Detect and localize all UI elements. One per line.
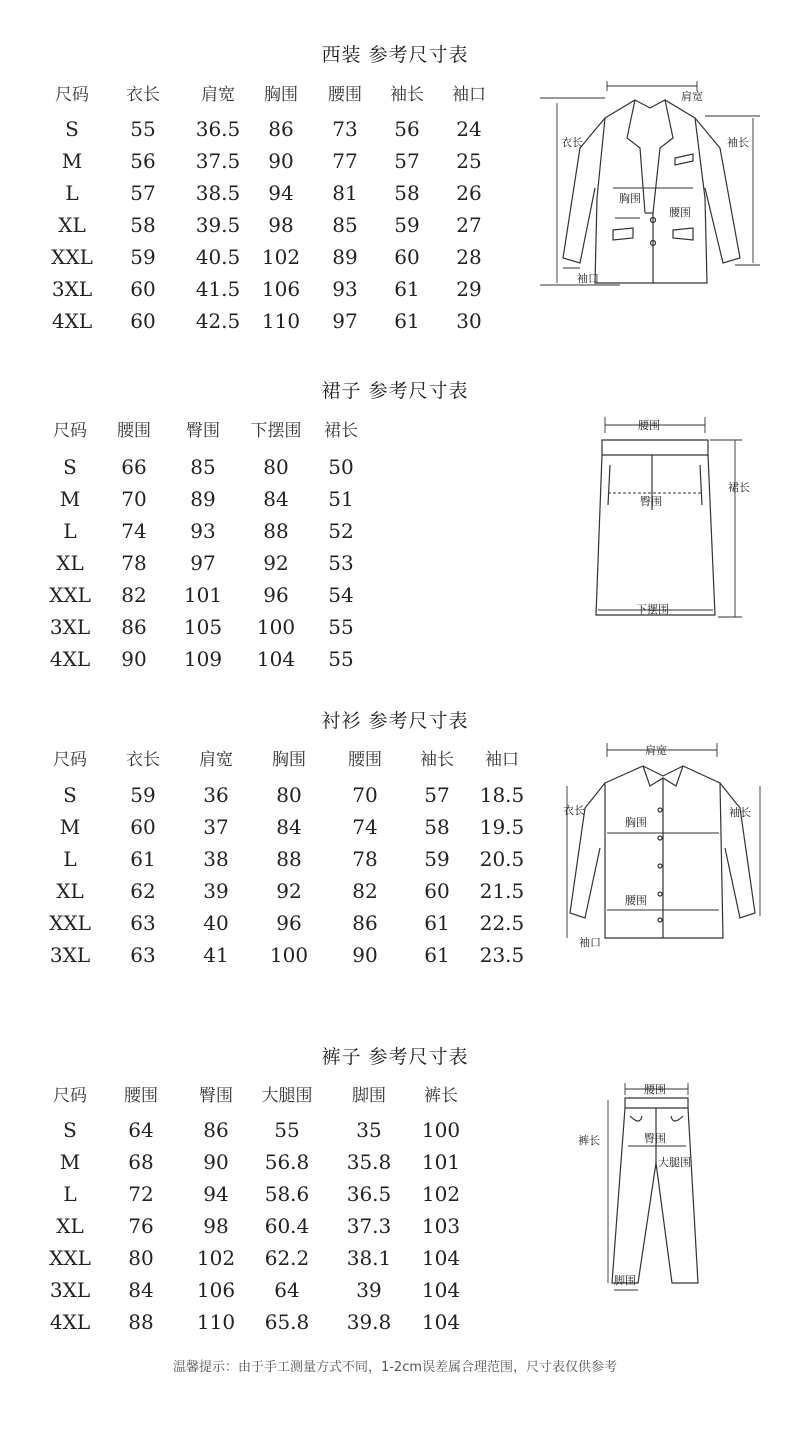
measurement-cell: 62	[130, 879, 156, 903]
column-header: 腰围	[117, 421, 151, 441]
measurement-cell: 60	[130, 277, 156, 301]
suit-label-sleeve: 袖长	[727, 136, 749, 149]
size-label-cell: S	[63, 783, 77, 807]
column-header: 胸围	[264, 85, 298, 105]
measurement-cell: 26	[456, 181, 482, 205]
measurement-cell: 37.3	[346, 1214, 392, 1238]
measurement-cell: 58	[394, 181, 420, 205]
measurement-cell: 66	[121, 455, 147, 479]
measurement-cell: 68	[128, 1150, 154, 1174]
measurement-cell: 56.8	[264, 1150, 310, 1174]
measurement-cell: 36.5	[195, 117, 241, 141]
measurement-cell: 104	[421, 1278, 461, 1302]
measurement-cell: 55	[328, 647, 354, 671]
measurement-cell: 70	[352, 783, 378, 807]
measurement-cell: 42.5	[195, 309, 241, 333]
measurement-cell: 59	[130, 783, 156, 807]
column-header: 腰围	[124, 1086, 158, 1106]
measurement-cell: 58	[130, 213, 156, 237]
measurement-cell: 96	[263, 583, 289, 607]
measurement-cell: 100	[269, 943, 309, 967]
column-header: 下摆围	[250, 421, 302, 441]
size-label-cell: L	[63, 519, 77, 543]
measurement-cell: 106	[196, 1278, 236, 1302]
measurement-cell: 61	[394, 277, 420, 301]
measurement-cell: 60	[130, 309, 156, 333]
measurement-cell: 55	[130, 117, 156, 141]
pants-label-length: 裤长	[578, 1134, 600, 1147]
measurement-cell: 56	[394, 117, 420, 141]
measurement-cell: 86	[268, 117, 294, 141]
size-label-cell: 3XL	[49, 1278, 91, 1302]
measurement-cell: 88	[263, 519, 289, 543]
column-header: 臀围	[186, 421, 220, 441]
size-label-cell: XL	[56, 551, 84, 575]
size-label-cell: XL	[56, 879, 84, 903]
measurement-cell: 38.1	[346, 1246, 392, 1270]
measurement-cell: 54	[328, 583, 354, 607]
measurement-cell: 80	[263, 455, 289, 479]
measurement-cell: 82	[352, 879, 378, 903]
column-header: 尺码	[53, 1086, 87, 1106]
size-label-cell: XXL	[51, 245, 93, 269]
suit-label-cuff: 袖口	[577, 272, 599, 285]
size-label-cell: 3XL	[51, 277, 93, 301]
size-label-cell: L	[63, 1182, 77, 1206]
size-label-cell: M	[59, 815, 81, 839]
shirt-label-cuff: 袖口	[579, 936, 601, 949]
pants-label-waist: 腰围	[644, 1083, 666, 1096]
shirt-label-sleeve: 袖长	[729, 806, 751, 819]
measurement-cell: 84	[263, 487, 289, 511]
measurement-cell: 86	[203, 1118, 229, 1142]
size-label-cell: M	[59, 487, 81, 511]
measurement-cell: 51	[328, 487, 354, 511]
size-label-cell: L	[63, 847, 77, 871]
shirt-label-shoulder: 肩宽	[645, 744, 667, 757]
measurement-cell: 78	[352, 847, 378, 871]
size-label-cell: S	[63, 1118, 77, 1142]
measurement-cell: 57	[130, 181, 156, 205]
measurement-cell: 39.8	[346, 1310, 392, 1334]
measurement-cell: 90	[352, 943, 378, 967]
measurement-cell: 84	[276, 815, 302, 839]
measurement-cell: 55	[274, 1118, 300, 1142]
size-label-cell: XL	[56, 1214, 84, 1238]
measurement-cell: 39	[356, 1278, 382, 1302]
column-header: 尺码	[53, 421, 87, 441]
column-header: 袖口	[452, 85, 486, 105]
column-header: 大腿围	[261, 1086, 313, 1106]
suit-label-shoulder: 肩宽	[681, 90, 703, 103]
measurement-cell: 106	[261, 277, 301, 301]
measurement-cell: 88	[276, 847, 302, 871]
measurement-cell: 78	[121, 551, 147, 575]
suit-table-title: 西装 参考尺寸表	[321, 44, 469, 66]
measurement-cell: 93	[190, 519, 216, 543]
measurement-cell: 84	[128, 1278, 154, 1302]
suit-label-waist: 腰围	[669, 206, 691, 219]
column-header: 裤长	[424, 1086, 458, 1106]
skirt-label-length: 裙长	[728, 481, 750, 494]
measurement-cell: 60.4	[264, 1214, 310, 1238]
measurement-cell: 36.5	[346, 1182, 392, 1206]
footnote: 温馨提示：由于手工测量方式不同，1-2cm误差属合理范围，尺寸表仅供参考	[172, 1360, 618, 1375]
suit-label-chest: 胸围	[619, 192, 641, 205]
measurement-cell: 105	[183, 615, 223, 639]
measurement-cell: 110	[261, 309, 301, 333]
measurement-cell: 50	[328, 455, 354, 479]
measurement-cell: 40	[203, 911, 229, 935]
skirt-table-title: 裙子 参考尺寸表	[321, 380, 469, 402]
measurement-cell: 110	[196, 1310, 236, 1334]
column-header: 腰围	[328, 85, 362, 105]
measurement-cell: 55	[328, 615, 354, 639]
size-label-cell: XXL	[49, 911, 91, 935]
size-label-cell: 3XL	[49, 943, 91, 967]
measurement-cell: 40.5	[195, 245, 241, 269]
column-header: 袖长	[420, 750, 454, 770]
measurement-cell: 38.5	[195, 181, 241, 205]
measurement-cell: 72	[128, 1182, 154, 1206]
measurement-cell: 97	[190, 551, 216, 575]
size-label-cell: XL	[58, 213, 86, 237]
measurement-cell: 86	[121, 615, 147, 639]
measurement-cell: 39.5	[195, 213, 241, 237]
size-label-cell: 3XL	[49, 615, 91, 639]
measurement-cell: 74	[121, 519, 147, 543]
measurement-cell: 100	[421, 1118, 461, 1142]
column-header: 尺码	[55, 85, 89, 105]
measurement-cell: 41	[203, 943, 229, 967]
measurement-cell: 101	[421, 1150, 461, 1174]
size-label-cell: M	[61, 149, 83, 173]
pants-label-hip: 臀围	[644, 1132, 666, 1145]
measurement-cell: 58.6	[264, 1182, 310, 1206]
size-label-cell: 4XL	[49, 1310, 91, 1334]
column-header: 袖长	[390, 85, 424, 105]
measurement-cell: 101	[183, 583, 223, 607]
measurement-cell: 80	[276, 783, 302, 807]
measurement-cell: 22.5	[479, 911, 525, 935]
measurement-cell: 30	[456, 309, 482, 333]
measurement-cell: 20.5	[479, 847, 525, 871]
size-label-cell: S	[63, 455, 77, 479]
measurement-cell: 56	[130, 149, 156, 173]
size-label-cell: 4XL	[51, 309, 93, 333]
measurement-cell: 96	[276, 911, 302, 935]
measurement-cell: 35	[356, 1118, 382, 1142]
measurement-cell: 89	[332, 245, 358, 269]
measurement-cell: 60	[394, 245, 420, 269]
measurement-cell: 90	[203, 1150, 229, 1174]
measurement-cell: 61	[130, 847, 156, 871]
measurement-cell: 88	[128, 1310, 154, 1334]
column-header: 脚围	[352, 1086, 386, 1106]
measurement-cell: 85	[190, 455, 216, 479]
measurement-cell: 36	[203, 783, 229, 807]
column-header: 腰围	[348, 750, 382, 770]
size-label-cell: M	[59, 1150, 81, 1174]
measurement-cell: 74	[352, 815, 378, 839]
measurement-cell: 35.8	[346, 1150, 392, 1174]
pants-table-title: 裤子 参考尺寸表	[321, 1046, 469, 1068]
column-header: 肩宽	[201, 85, 235, 105]
measurement-cell: 90	[121, 647, 147, 671]
measurement-cell: 94	[268, 181, 294, 205]
shirt-label-chest: 胸围	[625, 816, 647, 829]
measurement-cell: 98	[268, 213, 294, 237]
size-label-cell: 4XL	[49, 647, 91, 671]
size-label-cell: XXL	[49, 1246, 91, 1270]
measurement-cell: 82	[121, 583, 147, 607]
measurement-cell: 41.5	[195, 277, 241, 301]
shirt-table-title: 衬衫 参考尺寸表	[321, 710, 469, 732]
measurement-cell: 23.5	[479, 943, 525, 967]
measurement-cell: 98	[203, 1214, 229, 1238]
measurement-cell: 70	[121, 487, 147, 511]
column-header: 肩宽	[199, 750, 233, 770]
measurement-cell: 104	[421, 1310, 461, 1334]
measurement-cell: 21.5	[479, 879, 525, 903]
measurement-cell: 65.8	[264, 1310, 310, 1334]
measurement-cell: 24	[456, 117, 482, 141]
measurement-cell: 61	[424, 911, 450, 935]
measurement-cell: 102	[421, 1182, 461, 1206]
measurement-cell: 90	[268, 149, 294, 173]
measurement-cell: 18.5	[479, 783, 525, 807]
measurement-cell: 57	[394, 149, 420, 173]
measurement-cell: 25	[456, 149, 482, 173]
size-label-cell: XXL	[49, 583, 91, 607]
measurement-cell: 64	[274, 1278, 300, 1302]
column-header: 衣长	[126, 750, 160, 770]
column-header: 胸围	[272, 750, 306, 770]
shirt-label-length: 衣长	[563, 804, 585, 817]
column-header: 衣长	[126, 85, 160, 105]
column-header: 臀围	[199, 1086, 233, 1106]
measurement-cell: 109	[183, 647, 223, 671]
measurement-cell: 100	[256, 615, 296, 639]
measurement-cell: 92	[276, 879, 302, 903]
measurement-cell: 77	[332, 149, 358, 173]
measurement-cell: 52	[328, 519, 354, 543]
measurement-cell: 85	[332, 213, 358, 237]
measurement-cell: 73	[332, 117, 358, 141]
measurement-cell: 80	[128, 1246, 154, 1270]
column-header: 袖口	[485, 750, 519, 770]
measurement-cell: 102	[196, 1246, 236, 1270]
size-label-cell: S	[65, 117, 79, 141]
measurement-cell: 102	[261, 245, 301, 269]
skirt-label-hem: 下摆围	[636, 603, 669, 616]
measurement-cell: 104	[256, 647, 296, 671]
measurement-cell: 37.5	[195, 149, 241, 173]
skirt-label-waist: 腰围	[638, 419, 660, 432]
measurement-cell: 94	[203, 1182, 229, 1206]
measurement-cell: 81	[332, 181, 358, 205]
measurement-cell: 62.2	[264, 1246, 310, 1270]
column-header: 裙长	[324, 421, 358, 441]
size-label-cell: L	[65, 181, 79, 205]
measurement-cell: 93	[332, 277, 358, 301]
measurement-cell: 53	[328, 551, 354, 575]
measurement-cell: 59	[130, 245, 156, 269]
pants-label-thigh: 大腿围	[658, 1156, 691, 1169]
skirt-diagram	[560, 405, 760, 635]
column-header: 尺码	[53, 750, 87, 770]
measurement-cell: 92	[263, 551, 289, 575]
measurement-cell: 60	[424, 879, 450, 903]
measurement-cell: 97	[332, 309, 358, 333]
measurement-cell: 29	[456, 277, 482, 301]
measurement-cell: 38	[203, 847, 229, 871]
measurement-cell: 76	[128, 1214, 154, 1238]
measurement-cell: 39	[203, 879, 229, 903]
measurement-cell: 63	[130, 943, 156, 967]
measurement-cell: 63	[130, 911, 156, 935]
suit-diagram	[535, 78, 765, 293]
measurement-cell: 86	[352, 911, 378, 935]
measurement-cell: 28	[456, 245, 482, 269]
measurement-cell: 60	[130, 815, 156, 839]
measurement-cell: 59	[424, 847, 450, 871]
measurement-cell: 103	[421, 1214, 461, 1238]
measurement-cell: 61	[424, 943, 450, 967]
measurement-cell: 19.5	[479, 815, 525, 839]
measurement-cell: 27	[456, 213, 482, 237]
measurement-cell: 64	[128, 1118, 154, 1142]
measurement-cell: 58	[424, 815, 450, 839]
pants-diagram	[570, 1078, 720, 1298]
shirt-diagram	[555, 738, 770, 953]
measurement-cell: 37	[203, 815, 229, 839]
pants-label-hem: 脚围	[614, 1274, 636, 1287]
measurement-cell: 61	[394, 309, 420, 333]
measurement-cell: 89	[190, 487, 216, 511]
skirt-label-hip: 臀围	[640, 495, 662, 508]
shirt-label-waist: 腰围	[625, 894, 647, 907]
measurement-cell: 59	[394, 213, 420, 237]
suit-label-length: 衣长	[561, 136, 583, 149]
measurement-cell: 57	[424, 783, 450, 807]
measurement-cell: 104	[421, 1246, 461, 1270]
